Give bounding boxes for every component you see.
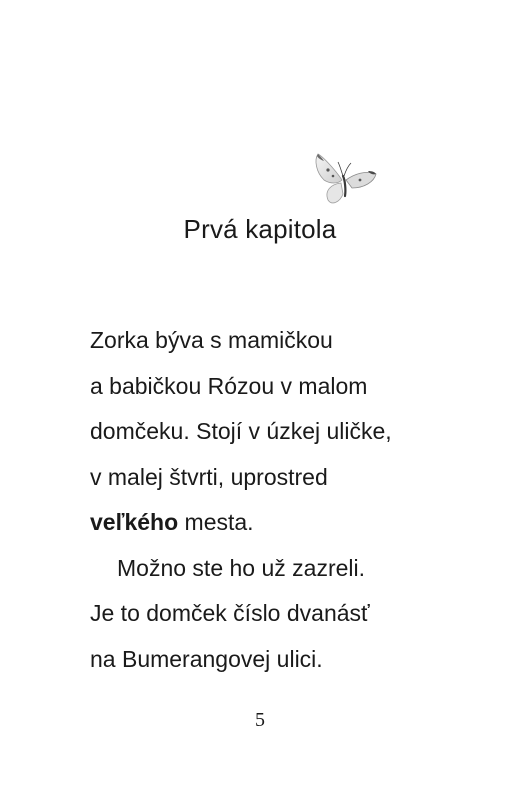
text-line: Je to domček číslo dvanásť bbox=[90, 600, 370, 626]
page-number: 5 bbox=[255, 709, 265, 731]
story-text bbox=[90, 318, 490, 682]
text-line: v malej štvrti, uprostred bbox=[90, 463, 328, 490]
text-line: domčeku. Stojí v úzkej uličke, bbox=[90, 418, 392, 444]
chapter-title: Prvá kapitola bbox=[183, 214, 337, 244]
paragraph-start-line: Možno ste ho už zazreli. bbox=[117, 554, 366, 581]
text-line: na Bumerangovej ulici. bbox=[90, 645, 323, 672]
text-line: a babičkou Rózou v malom bbox=[90, 372, 368, 399]
text-fragment: mesta. bbox=[178, 509, 254, 535]
butterfly-icon bbox=[308, 150, 380, 212]
text-line bbox=[90, 500, 490, 546]
text-line: Zorka býva s mamičkou bbox=[90, 327, 333, 353]
emphasized-word: veľkého bbox=[90, 509, 179, 535]
